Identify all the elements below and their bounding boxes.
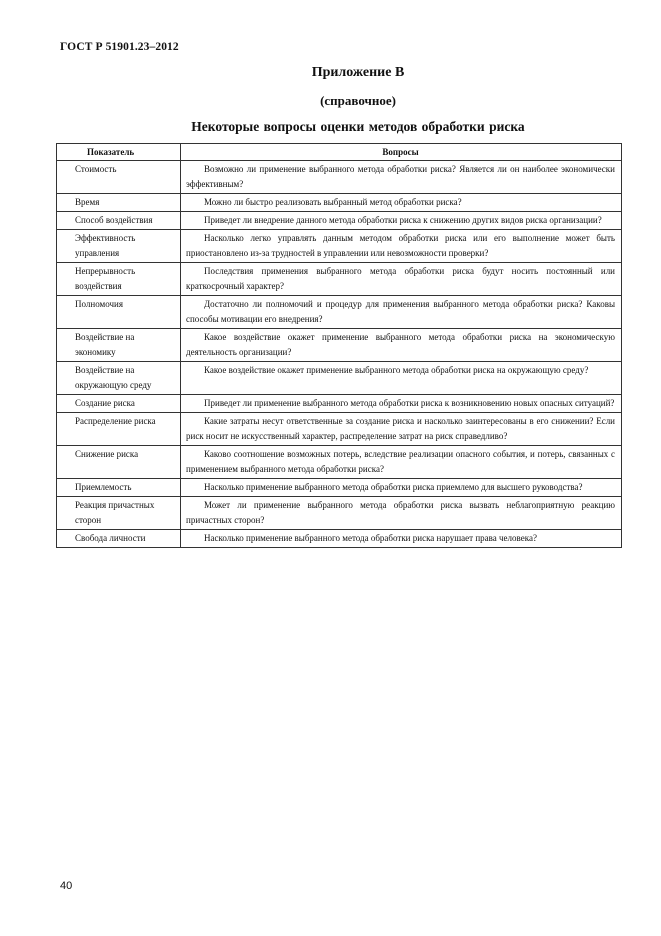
appendix-title: Приложение В [311, 65, 405, 80]
table-row [57, 329, 622, 362]
page-number: 40 [60, 880, 73, 892]
table-row [57, 530, 622, 548]
indicator-cell: Полномочия [57, 296, 181, 329]
indicator-cell: Распределение риска [57, 413, 181, 446]
indicator-cell: Эффективность управления [57, 230, 181, 263]
question-cell: Какое воздействие окажет применение выбранного метода обработки риска на окружающую среду? [181, 362, 622, 395]
standard-code: ГОСТ Р 51901.23–2012 [60, 41, 179, 53]
question-cell: Насколько применение выбранного метода обработки риска приемлемо для высшего руководства? [181, 479, 622, 497]
table-row [57, 212, 622, 230]
indicator-cell: Воздействие на экономику [57, 329, 181, 362]
indicator-cell: Реакция причастных сторон [57, 497, 181, 530]
indicator-cell: Приемлемость [57, 479, 181, 497]
table-row [57, 446, 622, 479]
indicator-cell: Снижение риска [57, 446, 181, 479]
indicator-cell: Время [57, 194, 181, 212]
table-header-row [57, 144, 622, 161]
indicator-cell: Создание риска [57, 395, 181, 413]
question-cell: Какие затраты несут ответственные за создание риска и насколько заинтересованы в его снижении? Если риск носит не искусственный характер, распределение затрат на риск справедливо? [181, 413, 622, 446]
question-cell: Какое воздействие окажет применение выбранного метода обработки риска на экономическую деятельность организации? [181, 329, 622, 362]
question-cell: Приведет ли применение выбранного метода обработки риска к возникновению новых опасных ситуаций? [181, 395, 622, 413]
question-cell: Возможно ли применение выбранного метода обработки риска? Является ли он наиболее экономически эффективным? [181, 161, 622, 194]
question-cell: Насколько применение выбранного метода обработки риска нарушает права человека? [181, 530, 622, 548]
appendix-subtitle: (справочное) [320, 93, 396, 108]
question-cell: Может ли применение выбранного метода обработки риска вызвать неблагоприятную реакцию причастных сторон? [181, 497, 622, 530]
question-cell: Достаточно ли полномочий и процедур для применения выбранного метода обработки риска? Каковы способы мотивации его внедрения? [181, 296, 622, 329]
table-row [57, 395, 622, 413]
question-cell: Последствия применения выбранного метода обработки риска будут носить постоянный или краткосрочный характер? [181, 263, 622, 296]
table-row [57, 296, 622, 329]
table-row [57, 230, 622, 263]
table-row [57, 194, 622, 212]
question-cell: Каково соотношение возможных потерь, вследствие реализации опасного события, и потерь, связанных с применением выбранного метода обработки риска? [181, 446, 622, 479]
indicator-cell: Стоимость [57, 161, 181, 194]
indicator-cell: Свобода личности [57, 530, 181, 548]
indicator-cell: Непрерывность воздействия [57, 263, 181, 296]
table-row [57, 263, 622, 296]
table-row [57, 479, 622, 497]
indicator-cell: Способ воздействия [57, 212, 181, 230]
column-header-questions: Вопросы [181, 144, 622, 161]
table-row [57, 161, 622, 194]
question-cell: Насколько легко управлять данным методом обработки риска или его выполнение может быть приостановлено из-за трудностей в управлении или невозможности проверки? [181, 230, 622, 263]
table-row [57, 413, 622, 446]
question-cell: Можно ли быстро реализовать выбранный метод обработки риска? [181, 194, 622, 212]
indicator-cell: Воздействие на окружающую среду [57, 362, 181, 395]
question-cell: Приведет ли внедрение данного метода обработки риска к снижению других видов риска организации? [181, 212, 622, 230]
column-header-indicator: Показатель [57, 144, 181, 161]
risk-questions-table [56, 143, 622, 548]
table-row [57, 362, 622, 395]
table-title: Некоторые вопросы оценки методов обработки риска [191, 119, 525, 134]
table-row [57, 497, 622, 530]
